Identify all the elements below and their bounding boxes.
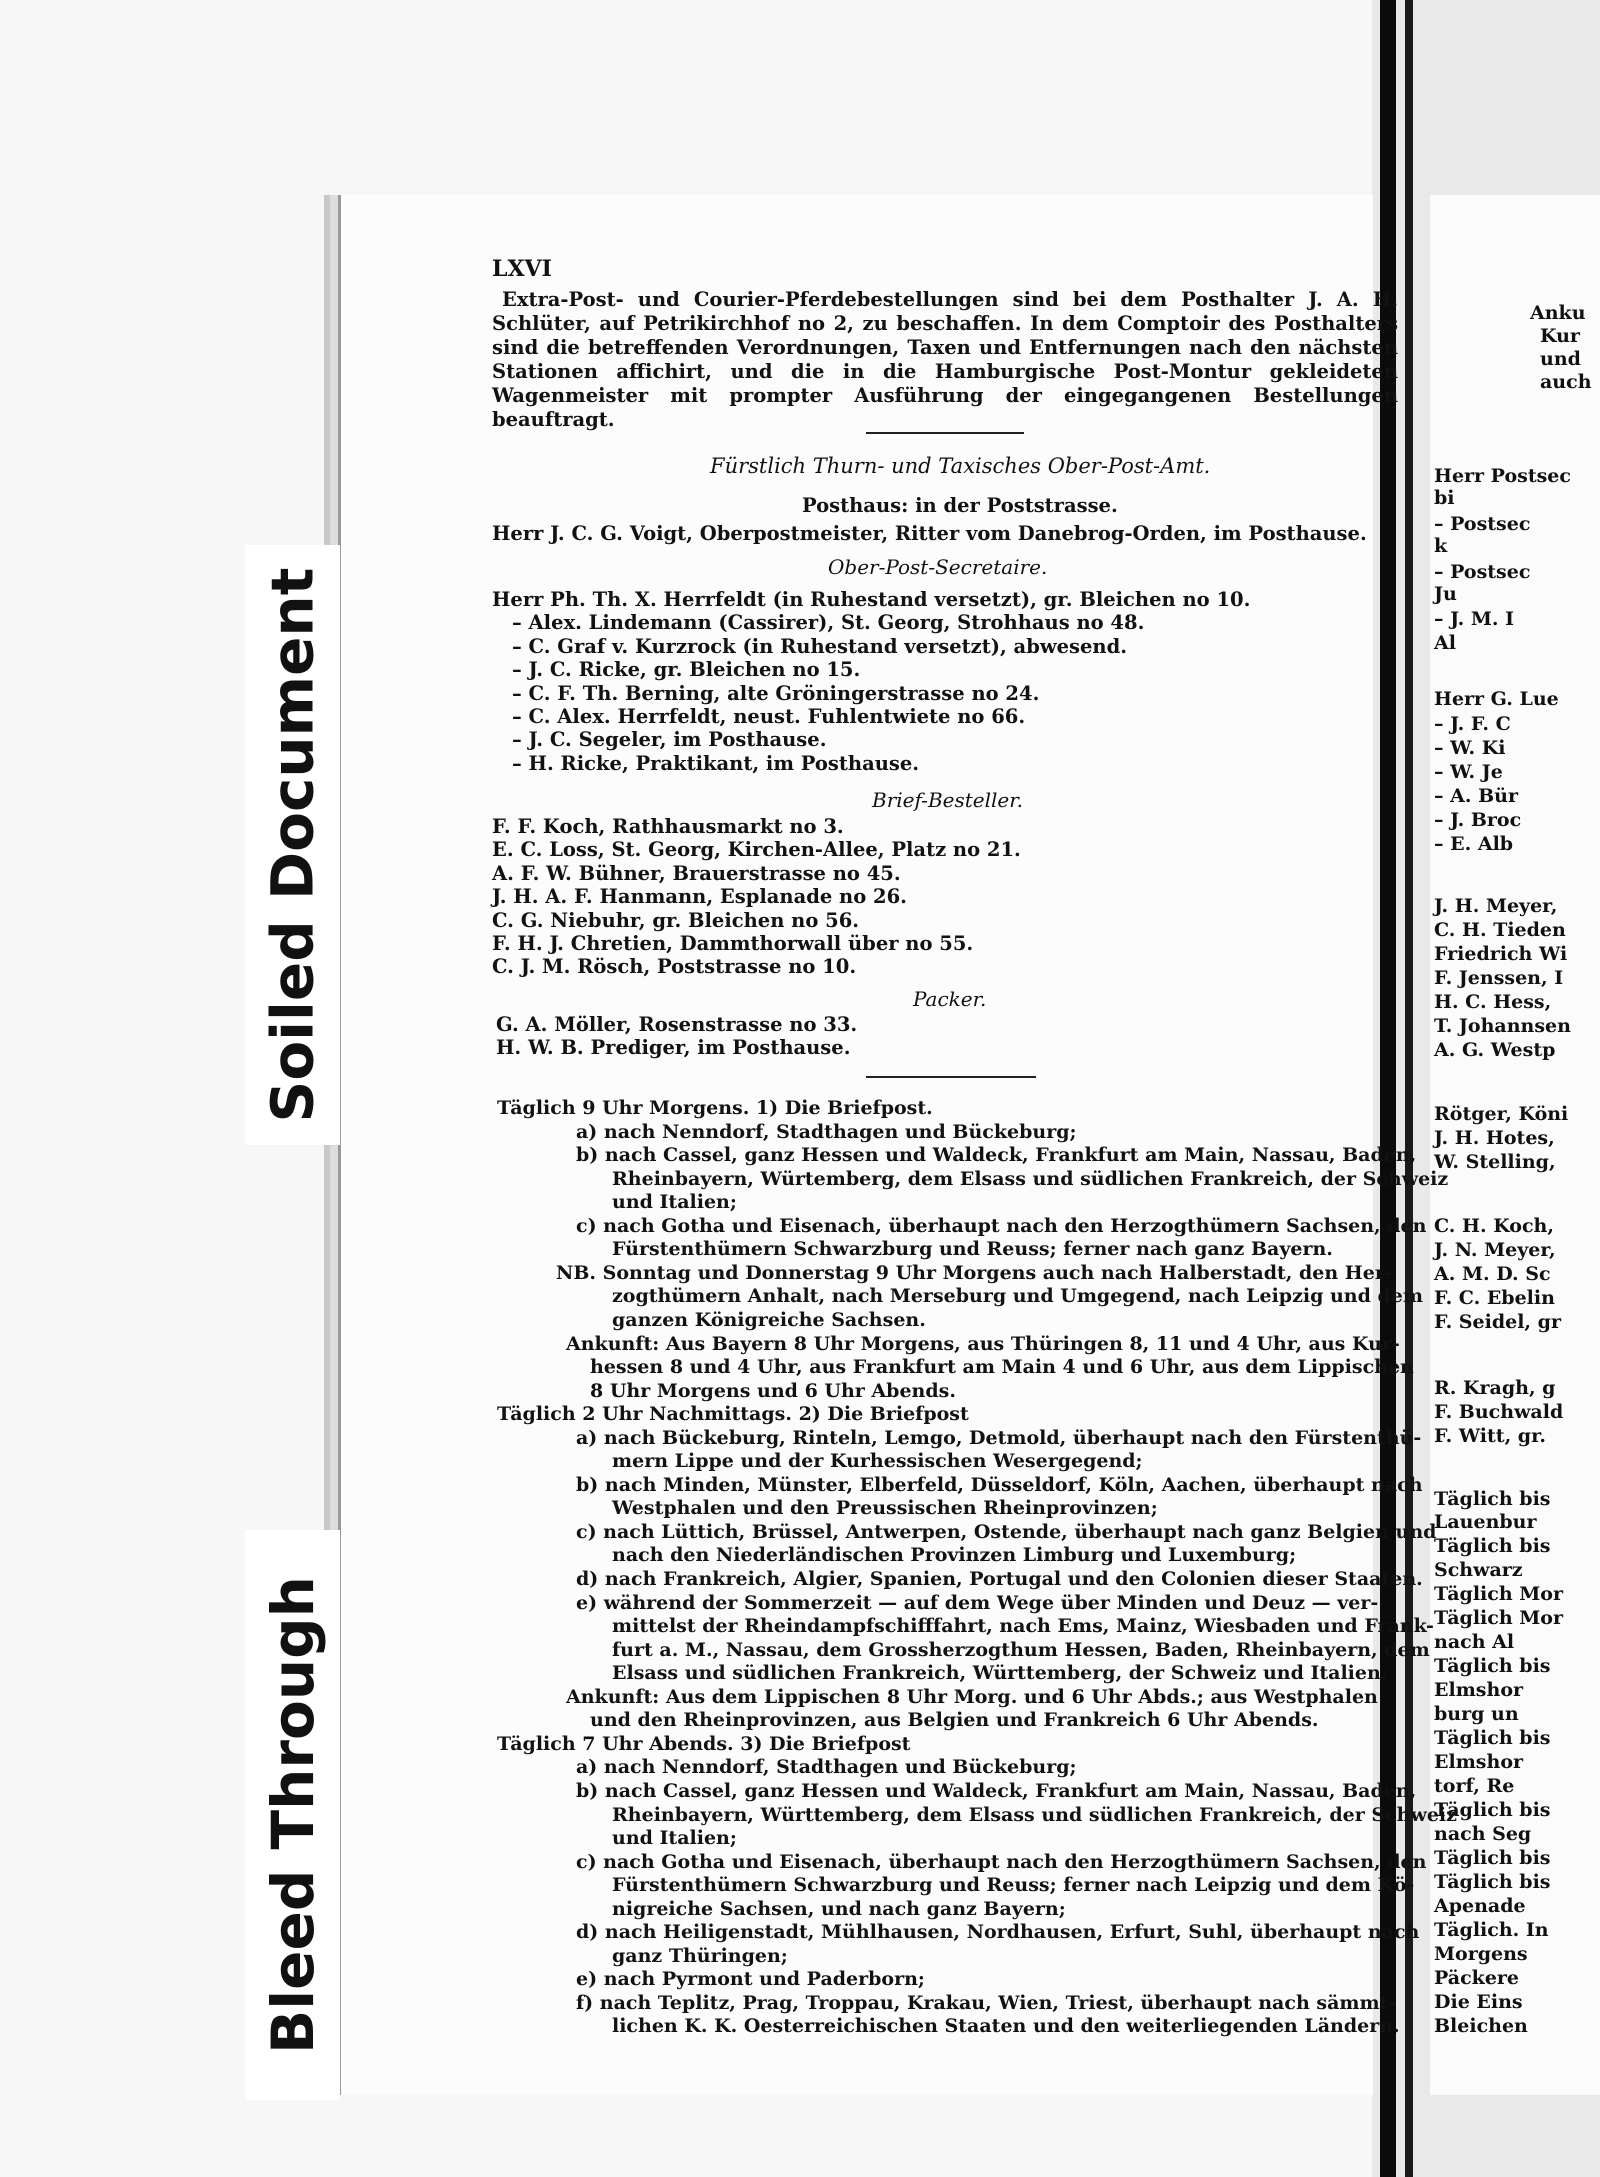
schedule-line: mittelst der Rheindampfschifffahrt, nach Ems, Mainz, Wiesbaden und Frank- xyxy=(612,1615,1434,1638)
facing-page-line: Schwarz xyxy=(1434,1559,1523,1581)
facing-page-line: Täglich bis xyxy=(1434,1847,1551,1869)
carriers-title: Brief-Besteller. xyxy=(872,788,1023,812)
carrier-entry: C. G. Niebuhr, gr. Bleichen no 56. xyxy=(492,908,860,932)
schedule-line: Fürstenthümern Schwarzburg und Reuss; ferner nach ganz Bayern. xyxy=(612,1238,1333,1261)
schedule-line: und Italien; xyxy=(612,1191,737,1214)
facing-page-line: Päckere xyxy=(1434,1967,1520,1989)
soiled-document-text: Soiled Document xyxy=(258,567,327,1123)
secretary-entry: Herr Ph. Th. X. Herrfeldt (in Ruhestand versetzt), gr. Bleichen no 10. xyxy=(492,588,1251,611)
schedule-line: c) nach Gotha und Eisenach, überhaupt nach den Herzogthümern Sachsen, den xyxy=(576,1850,1427,1873)
facing-page-line: Täglich bis xyxy=(1434,1488,1551,1510)
facing-page-line: Täglich bis xyxy=(1434,1799,1551,1821)
carrier-entry: F. F. Koch, Rathhausmarkt no 3. xyxy=(492,815,844,838)
schedule-line: Rheinbayern, Württemberg, dem Elsass und südlichen Frankreich, der Schweiz xyxy=(612,1803,1457,1826)
schedule-line: mern Lippe und der Kurhessischen Wesergegend; xyxy=(612,1450,1143,1473)
office-title: Fürstlich Thurn- und Taxisches Ober-Post-Amt. xyxy=(710,454,1211,478)
facing-page-line: Rötger, Köni xyxy=(1434,1103,1569,1125)
secretaries-title: Ober-Post-Secretaire. xyxy=(828,555,1048,579)
facing-page-line: – Postsec xyxy=(1434,513,1531,535)
carrier-entry: J. H. A. F. Hanmann, Esplanade no 26. xyxy=(492,885,907,909)
schedule-line: ganzen Königreiche Sachsen. xyxy=(612,1308,926,1331)
facing-page-line: und xyxy=(1540,348,1581,370)
schedule-line: Rheinbayern, Würtemberg, dem Elsass und südlichen Frankreich, der Schweiz xyxy=(612,1167,1449,1190)
facing-page-line: J. H. Hotes, xyxy=(1434,1127,1555,1149)
schedule-line: lichen K. K. Oesterreichischen Staaten und den weiterliegenden Ländern. xyxy=(612,2015,1400,2038)
schedule-line: zogthümern Anhalt, nach Merseburg und Umgegend, nach Leipzig und dem xyxy=(612,1285,1423,1308)
facing-page-line: Bleichen xyxy=(1434,2015,1528,2037)
facing-page-line: F. C. Ebelin xyxy=(1434,1287,1555,1309)
facing-page-line: Die Eins xyxy=(1434,1991,1523,2013)
facing-page-line: J. N. Meyer, xyxy=(1434,1239,1556,1261)
secretary-entry: – C. F. Th. Berning, alte Gröningerstrasse no 24. xyxy=(512,681,1040,705)
facing-page-line: F. Seidel, gr xyxy=(1434,1311,1561,1333)
schedule-line: nach den Niederländischen Provinzen Limburg und Luxemburg; xyxy=(612,1544,1297,1567)
schedule-line: ganz Thüringen; xyxy=(612,1944,788,1967)
soiled-document-label xyxy=(245,545,340,1145)
carrier-entry: E. C. Loss, St. Georg, Kirchen-Allee, Platz no 21. xyxy=(492,838,1021,862)
schedule-line: c) nach Gotha und Eisenach, überhaupt nach den Herzogthümern Sachsen, den xyxy=(576,1214,1427,1237)
schedule-line: Täglich 9 Uhr Morgens. 1) Die Briefpost. xyxy=(497,1097,933,1119)
facing-page-line: Al xyxy=(1434,632,1456,654)
facing-page-line: – E. Alb xyxy=(1434,833,1514,855)
facing-page-line: k xyxy=(1434,535,1448,557)
facing-page-line: – Postsec xyxy=(1434,561,1531,583)
facing-page-line: burg un xyxy=(1434,1703,1519,1725)
facing-page-line: Ju xyxy=(1434,583,1457,605)
facing-page-line: nach Seg xyxy=(1434,1823,1532,1845)
schedule-line: Westphalen und den Preussischen Rheinprovinzen; xyxy=(612,1497,1158,1520)
facing-page-line: A. G. Westp xyxy=(1434,1039,1556,1061)
schedule-line: NB. Sonntag und Donnerstag 9 Uhr Morgens auch nach Halberstadt, den Her- xyxy=(556,1261,1393,1284)
bleed-through-label xyxy=(245,1530,340,2100)
schedule-line: a) nach Nenndorf, Stadthagen und Bückeburg; xyxy=(576,1756,1077,1779)
facing-page-line: Täglich bis xyxy=(1434,1871,1551,1893)
facing-page-line: Morgens xyxy=(1434,1943,1528,1965)
schedule-line: Ankunft: Aus Bayern 8 Uhr Morgens, aus Thüringen 8, 11 und 4 Uhr, aus Kur- xyxy=(566,1332,1400,1355)
facing-page-line: Anku xyxy=(1530,302,1586,324)
schedule-line: d) nach Frankreich, Algier, Spanien, Portugal und den Colonien dieser Staaten. xyxy=(576,1568,1423,1590)
facing-page-line: Herr G. Lue xyxy=(1434,688,1559,710)
schedule-line: a) nach Nenndorf, Stadthagen und Bückeburg; xyxy=(576,1120,1077,1143)
schedule-line: e) nach Pyrmont und Paderborn; xyxy=(576,1968,925,1991)
facing-page-line: Elmshor xyxy=(1434,1679,1523,1701)
facing-page-line: Täglich bis xyxy=(1434,1727,1551,1749)
separator-rule-top xyxy=(866,432,1024,434)
secretary-entry: – J. C. Segeler, im Posthause. xyxy=(512,728,827,752)
schedule-line: b) nach Cassel, ganz Hessen und Waldeck, Frankfurt am Main, Nassau, Baden, xyxy=(576,1779,1417,1802)
facing-page-line: F. Jenssen, I xyxy=(1434,967,1564,989)
facing-page-line: R. Kragh, g xyxy=(1434,1377,1556,1399)
schedule-line: Elsass und südlichen Frankreich, Württemberg, der Schweiz und Italien. xyxy=(612,1662,1388,1685)
schedule-line: b) nach Cassel, ganz Hessen und Waldeck, Frankfurt am Main, Nassau, Baden, xyxy=(576,1144,1417,1167)
schedule-line: und den Rheinprovinzen, aus Belgien und Frankreich 6 Uhr Abends. xyxy=(590,1709,1319,1732)
facing-page-line: bi xyxy=(1434,487,1455,509)
facing-page-line: H. C. Hess, xyxy=(1434,991,1552,1013)
schedule-line: f) nach Teplitz, Prag, Troppau, Krakau, Wien, Triest, überhaupt nach sämmt- xyxy=(576,1991,1397,2014)
facing-page-line: Täglich. In xyxy=(1434,1919,1549,1941)
schedule-line: e) während der Sommerzeit — auf dem Wege über Minden und Deuz — ver- xyxy=(576,1591,1379,1614)
intro-paragraph: Extra-Post- und Courier-Pferdebestellungen sind bei dem Posthalter J. A. H. Schlüter, auf Petrikirchhof no 2, zu beschaffen. In dem Comptoir des Posthalters sind die betreffenden Verordnungen, Taxen und Entfernungen nach den nächsten Stationen affichirt, und die in die Hamburgische Post-Montur gekleideten Wagenmeister mit prompter Ausführung der eingegangenen Bestellungen beauftragt. xyxy=(492,288,1398,431)
facing-page-line: – J. M. I xyxy=(1434,608,1515,630)
schedule-line: b) nach Minden, Münster, Elberfeld, Düsseldorf, Köln, Aachen, überhaupt nach xyxy=(576,1473,1423,1496)
facing-page-line: – J. F. C xyxy=(1434,713,1511,735)
schedule-line: hessen 8 und 4 Uhr, aus Frankfurt am Main 4 und 6 Uhr, aus dem Lippischen xyxy=(590,1356,1414,1379)
carrier-entry: C. J. M. Rösch, Poststrasse no 10. xyxy=(492,955,857,979)
schedule-line: Täglich 7 Uhr Abends. 3) Die Briefpost xyxy=(497,1732,911,1755)
secretary-entry: – Alex. Lindemann (Cassirer), St. Georg, Strohhaus no 48. xyxy=(512,611,1145,635)
facing-page-line: – A. Bür xyxy=(1434,785,1518,807)
facing-page-line: auch xyxy=(1540,371,1592,393)
head-postmaster: Herr J. C. G. Voigt, Oberpostmeister, Ritter vom Danebrog-Orden, im Posthause. xyxy=(492,522,1367,545)
schedule-line: furt a. M., Nassau, dem Grossherzogthum Hessen, Baden, Rheinbayern, dem xyxy=(612,1638,1430,1661)
facing-page-line: – J. Broc xyxy=(1434,809,1522,831)
facing-page-line: A. M. D. Sc xyxy=(1434,1263,1551,1285)
schedule-line: Fürstenthümern Schwarzburg und Reuss; ferner nach Leipzig und dem Kö- xyxy=(612,1874,1415,1897)
packer-entry: H. W. B. Prediger, im Posthause. xyxy=(496,1036,851,1060)
facing-page-line: Kur xyxy=(1540,325,1580,347)
facing-page-line: Apenade xyxy=(1434,1895,1526,1917)
posthaus-line: Posthaus: in der Poststrasse. xyxy=(802,494,1118,517)
facing-page-line: W. Stelling, xyxy=(1434,1151,1556,1173)
packers-title: Packer. xyxy=(913,987,987,1011)
facing-page-line: Täglich bis xyxy=(1434,1535,1551,1557)
facing-page-line: J. H. Meyer, xyxy=(1434,895,1558,917)
facing-page-line: F. Witt, gr. xyxy=(1434,1425,1546,1447)
facing-page-line: C. H. Koch, xyxy=(1434,1215,1554,1237)
schedule-line: c) nach Lüttich, Brüssel, Antwerpen, Ostende, überhaupt nach ganz Belgien und xyxy=(576,1520,1437,1543)
facing-page-line: Täglich bis xyxy=(1434,1655,1551,1677)
schedule-line: a) nach Bückeburg, Rinteln, Lemgo, Detmold, überhaupt nach den Fürstenthü- xyxy=(576,1426,1422,1449)
schedule-line: und Italien; xyxy=(612,1827,737,1850)
facing-page-line: – W. Je xyxy=(1434,761,1503,783)
facing-page-line: Friedrich Wi xyxy=(1434,943,1568,965)
schedule-line: Täglich 2 Uhr Nachmittags. 2) Die Briefpost xyxy=(497,1403,969,1426)
secretary-entry: – J. C. Ricke, gr. Bleichen no 15. xyxy=(512,658,861,682)
facing-page-line: Täglich Mor xyxy=(1434,1607,1563,1629)
facing-page-line: Lauenbur xyxy=(1434,1511,1537,1533)
schedule-line: 8 Uhr Morgens und 6 Uhr Abends. xyxy=(590,1379,956,1402)
schedule-line: d) nach Heiligenstadt, Mühlhausen, Nordhausen, Erfurt, Suhl, überhaupt nach xyxy=(576,1921,1420,1944)
facing-page-line: torf, Re xyxy=(1434,1775,1515,1797)
carrier-entry: F. H. J. Chretien, Dammthorwall über no 55. xyxy=(492,932,974,955)
schedule-line: nigreiche Sachsen, und nach ganz Bayern; xyxy=(612,1897,1066,1920)
schedule-line: Ankunft: Aus dem Lippischen 8 Uhr Morg. und 6 Uhr Abds.; aus Westphalen xyxy=(566,1685,1378,1708)
facing-page-line: Elmshor xyxy=(1434,1751,1523,1773)
carrier-entry: A. F. W. Bühner, Brauerstrasse no 45. xyxy=(492,861,901,885)
page-number: LXVI xyxy=(492,256,552,282)
secretary-entry: – C. Graf v. Kurzrock (in Ruhestand versetzt), abwesend. xyxy=(512,634,1128,658)
facing-page-line: T. Johannsen xyxy=(1434,1015,1571,1037)
bleed-through-text: Bleed Through xyxy=(258,1576,327,2054)
secretary-entry: – H. Ricke, Praktikant, im Posthause. xyxy=(512,751,920,775)
secretary-entry: – C. Alex. Herrfeldt, neust. Fuhlentwiete no 66. xyxy=(512,705,1026,728)
facing-page-line: Herr Postsec xyxy=(1434,465,1571,487)
facing-page-line: nach Al xyxy=(1434,1631,1515,1653)
facing-page-line: C. H. Tieden xyxy=(1434,919,1566,941)
packer-entry: G. A. Möller, Rosenstrasse no 33. xyxy=(496,1013,858,1036)
facing-page-line: F. Buchwald xyxy=(1434,1401,1564,1423)
facing-page-line: – W. Ki xyxy=(1434,737,1506,759)
facing-page-line: Täglich Mor xyxy=(1434,1583,1563,1605)
separator-rule-middle xyxy=(866,1076,1036,1078)
